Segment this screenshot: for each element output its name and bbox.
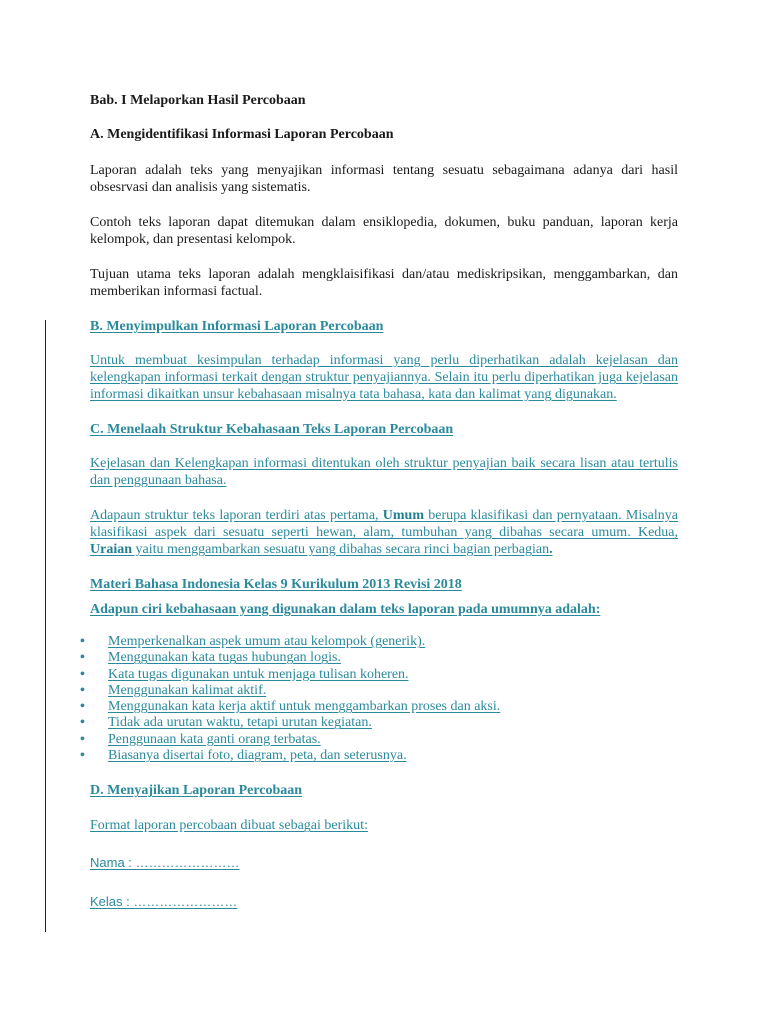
structure-text-1: Adapaun struktur teks laporan terdiri atas pertama,	[90, 508, 383, 523]
ciri-list	[80, 634, 678, 764]
list-item-text[interactable]: Tidak ada urutan waktu, tetapi urutan kegiatan.	[108, 715, 372, 731]
section-b-paragraph[interactable]: Untuk membuat kesimpulan terhadap informasi yang perlu diperhatikan adalah kejelasan dan kelengkapan informasi terkait dengan struktur penyajiannya. Selain itu perlu diperhatikan juga kejelasan informasi dikaitkan unsur kebahasaan misalnya tata bahasa, kata dan kalimat yang digunakan.	[90, 353, 678, 402]
structure-term-umum: Umum	[382, 508, 424, 523]
bullet-icon: •	[80, 699, 85, 715]
chapter-title: Bab. I Melaporkan Hasil Percobaan	[90, 93, 306, 108]
bullet-icon: •	[80, 666, 85, 682]
list-item[interactable]	[80, 715, 678, 731]
section-b-title[interactable]: B. Menyimpulkan Informasi Laporan Percobaan	[90, 319, 384, 334]
bullet-icon: •	[80, 715, 85, 731]
list-item-text[interactable]: Memperkenalkan aspek umum atau kelompok (generik).	[108, 634, 426, 649]
section-d-title[interactable]: D. Menyajikan Laporan Percobaan	[90, 783, 303, 799]
section-a-paragraph-1: Laporan adalah teks yang menyajikan informasi tentang sesuatu sebagaimana adanya dari hasil obsesrvasi dan analisis yang sistematis.	[90, 163, 678, 195]
structure-end: .	[549, 542, 553, 557]
section-a-title: A. Mengidentifikasi Informasi Laporan Percobaan	[90, 127, 394, 142]
structure-paragraph[interactable]	[90, 507, 678, 558]
list-item[interactable]	[80, 748, 678, 764]
bullet-icon: •	[80, 634, 85, 649]
list-item[interactable]	[80, 650, 678, 666]
list-item[interactable]	[80, 667, 678, 683]
document-page	[80, 92, 678, 932]
list-item[interactable]	[80, 683, 678, 699]
list-item[interactable]	[80, 732, 678, 748]
bullet-icon: •	[80, 731, 85, 747]
structure-text-2: berupa klasifikasi dan pernyataan. Misalnya klasifikasi aspek dari sesuatu seperti hewan, alam, tumbuhan yang dibahas secara umum. Kedua,	[90, 508, 678, 540]
list-item[interactable]	[80, 634, 678, 650]
section-c-paragraph[interactable]: Kejelasan dan Kelengkapan informasi ditentukan oleh struktur penyajian baik secara lisan atau tertulis dan penggunaan bahasa.	[90, 456, 678, 488]
nama-field[interactable]: Nama : ……………………	[90, 855, 240, 871]
list-item[interactable]	[80, 699, 678, 715]
margin-line	[45, 320, 46, 932]
ciri-title[interactable]: Adapun ciri kebahasaan yang digunakan dalam teks laporan pada umumnya adalah:	[90, 602, 601, 617]
section-a-paragraph-3: Tujuan utama teks laporan adalah mengklaisifikasi dan/atau mediskripsikan, menggambarkan, dan memberikan informasi factual.	[90, 267, 678, 299]
bullet-icon: •	[80, 650, 85, 666]
list-item-text[interactable]: Menggunakan kata tugas hubungan logis.	[108, 650, 341, 666]
structure-text-3: yaitu menggambarkan sesuatu yang dibahas secara rinci bagian perbagian	[132, 542, 550, 557]
list-item-text[interactable]: Biasanya disertai foto, diagram, peta, dan seterusnya.	[108, 748, 407, 764]
kelas-field[interactable]: Kelas : ……………………	[90, 894, 238, 910]
list-item-text[interactable]: Menggunakan kalimat aktif.	[108, 682, 267, 698]
section-c-title[interactable]: C. Menelaah Struktur Kebahasaan Teks Laporan Percobaan	[90, 422, 454, 437]
section-a-paragraph-2: Contoh teks laporan dapat ditemukan dalam ensiklopedia, dokumen, buku panduan, laporan kerja kelompok, dan presentasi kelompok.	[90, 215, 678, 247]
structure-term-uraian: Uraian	[90, 542, 132, 557]
materi-title-link[interactable]: Materi Bahasa Indonesia Kelas 9 Kurikulum 2013 Revisi 2018	[90, 577, 462, 592]
list-item-text[interactable]: Kata tugas digunakan untuk menjaga tulisan koheren.	[108, 666, 409, 682]
list-item-text[interactable]: Menggunakan kata kerja aktif untuk menggambarkan proses dan aksi.	[108, 699, 501, 715]
list-item-text[interactable]: Penggunaan kata ganti orang terbatas.	[108, 731, 321, 747]
format-text[interactable]: Format laporan percobaan dibuat sebagai berikut:	[90, 818, 368, 834]
bullet-icon: •	[80, 682, 85, 698]
bullet-icon: •	[80, 748, 85, 764]
